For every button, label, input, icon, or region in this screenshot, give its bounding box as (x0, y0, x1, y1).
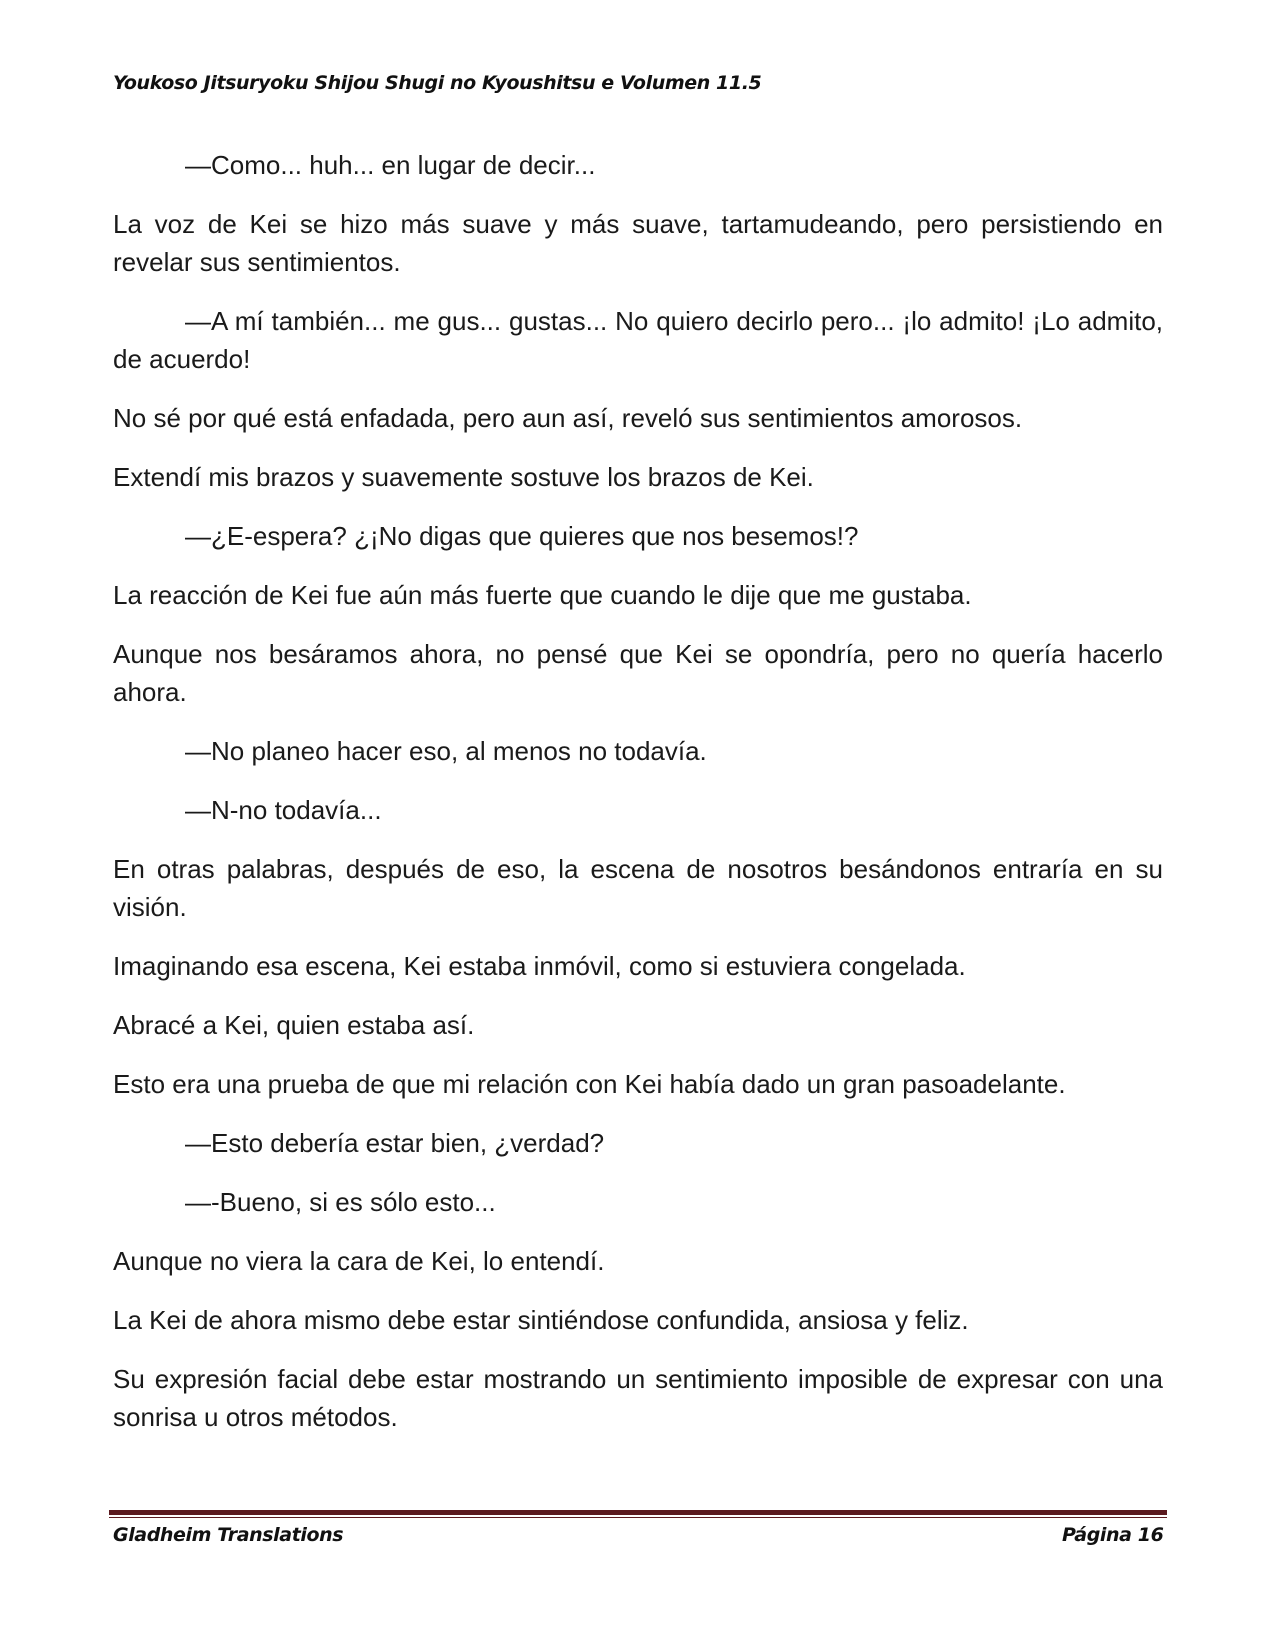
paragraph-dialogue: —¿E-espera? ¿¡No digas que quieres que nos besemos!? (185, 521, 859, 551)
paragraph: La Kei de ahora mismo debe estar sintiéndose confundida, ansiosa y feliz. (113, 1305, 969, 1335)
footer-rule-thin (109, 1517, 1167, 1518)
paragraph: La voz de Kei se hizo más suave y más suave, tartamudeando, pero persistiendo en revelar sus sentimientos. (113, 209, 1163, 277)
paragraph: Abracé a Kei, quien estaba así. (113, 1010, 475, 1040)
footer-rule-thick (109, 1510, 1167, 1515)
paragraph: Esto era una prueba de que mi relación con Kei había dado un gran pasoadelante. (113, 1069, 1066, 1099)
paragraph-dialogue: —N-no todavía... (185, 795, 382, 825)
running-header: Youkoso Jitsuryoku Shijou Shugi no Kyoushitsu e Volumen 11.5 (113, 72, 762, 94)
paragraph-dialogue: —No planeo hacer eso, al menos no todavía. (185, 736, 707, 766)
paragraph-dialogue: —Como... huh... en lugar de decir... (185, 150, 596, 180)
footer-credit: Gladheim Translations (113, 1524, 344, 1546)
paragraph-dialogue: —A mí también... me gus... gustas... No quiero decirlo pero... ¡lo admito! ¡Lo admito, de acuerdo! (113, 306, 1163, 374)
paragraph: La reacción de Kei fue aún más fuerte que cuando le dije que me gustaba. (113, 580, 972, 610)
paragraph: Extendí mis brazos y suavemente sostuve los brazos de Kei. (113, 462, 814, 492)
paragraph: En otras palabras, después de eso, la escena de nosotros besándonos entraría en su visión. (113, 854, 1163, 922)
paragraph: Aunque no viera la cara de Kei, lo entendí. (113, 1246, 605, 1276)
page-body (113, 146, 1163, 1457)
paragraph: Aunque nos besáramos ahora, no pensé que Kei se opondría, pero no quería hacerlo ahora. (113, 639, 1163, 707)
paragraph: No sé por qué está enfadada, pero aun así, reveló sus sentimientos amorosos. (113, 403, 1023, 433)
paragraph: Imaginando esa escena, Kei estaba inmóvil, como si estuviera congelada. (113, 951, 966, 981)
paragraph-dialogue: —-Bueno, si es sólo esto... (185, 1187, 496, 1217)
paragraph-dialogue: —Esto debería estar bien, ¿verdad? (185, 1128, 605, 1158)
page-number: Página 16 (1062, 1524, 1164, 1546)
paragraph: Su expresión facial debe estar mostrando un sentimiento imposible de expresar con una sonrisa u otros métodos. (113, 1364, 1163, 1432)
